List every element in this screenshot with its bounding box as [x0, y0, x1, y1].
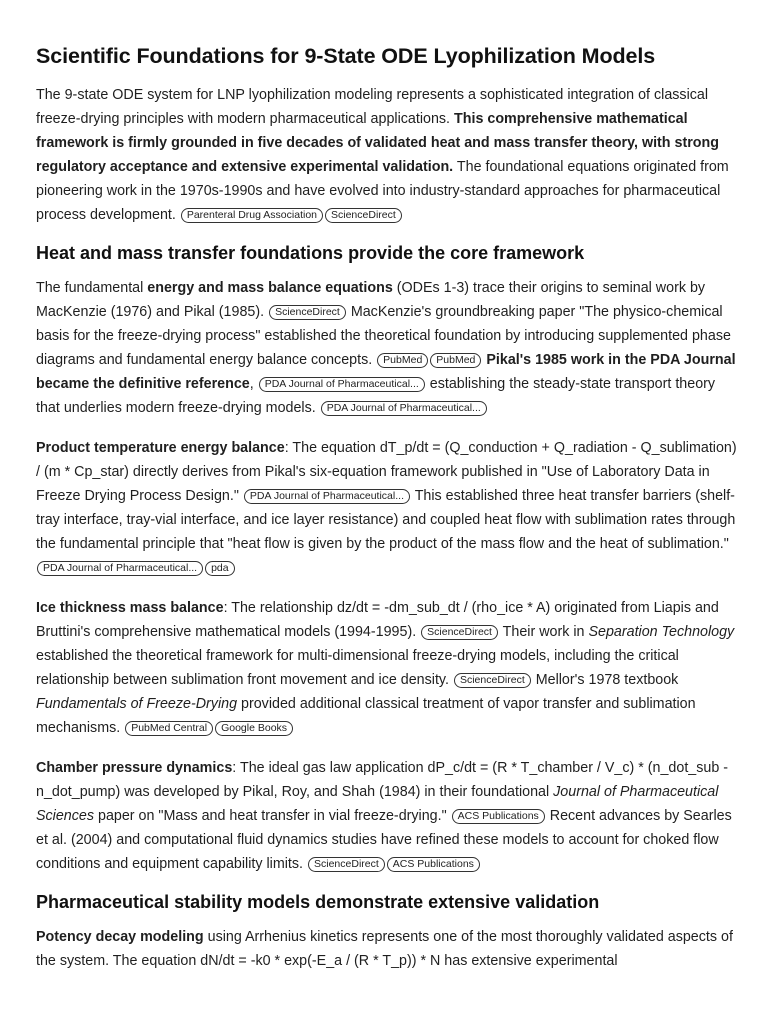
text: establishing the steady-state transport theory that underlies modern freeze-drying models.	[36, 376, 716, 416]
citation-chip[interactable]: ScienceDirect	[421, 625, 498, 640]
section-heading: Heat and mass transfer foundations provide the core framework	[36, 243, 585, 263]
citation-chip[interactable]: ScienceDirect	[454, 673, 531, 688]
bold-text: energy and mass balance equations	[147, 280, 393, 296]
bold-text: Ice thickness mass balance	[36, 600, 224, 616]
text: provided additional classical treatment of vapor transfer and sublimation mechanisms.	[36, 696, 696, 736]
text: The foundational equations originated from pioneering work in the 1970s-1990s and have evolved into industry-standard approaches for pharmaceutical process development.	[36, 159, 729, 223]
paragraph-potency-decay	[36, 925, 738, 973]
text: This established three heat transfer barriers (shelf-tray interface, tray-vial interface, and ice layer resistance) and coupled heat flow with sublimation rates through the fundamental principle that "heat flow is given by the product of the mass flow and the heat of sublimation."	[36, 488, 736, 552]
citation-chip[interactable]: PubMed	[377, 353, 428, 368]
citation-chip[interactable]: PDA Journal of Pharmaceutical...	[259, 377, 425, 392]
text: paper on "Mass and heat transfer in vial freeze-drying."	[94, 808, 451, 824]
citation-chip[interactable]: PubMed Central	[125, 721, 213, 736]
citation-chip[interactable]: PDA Journal of Pharmaceutical...	[244, 489, 410, 504]
bold-text: This comprehensive mathematical framework is firmly grounded in five decades of validated heat and mass transfer theory, with strong regulatory acceptance and extensive experimental validation.	[36, 111, 719, 175]
citation-chip[interactable]: Google Books	[215, 721, 293, 736]
citation-chip[interactable]: pda	[205, 561, 235, 576]
bold-text: Chamber pressure dynamics	[36, 760, 233, 776]
text: Recent advances by Searles et al. (2004) and computational fluid dynamics studies have refined these models to account for choked flow conditions and equipment capability limits.	[36, 808, 732, 872]
paragraph-ice-thickness	[36, 596, 738, 740]
citation-chip[interactable]: PubMed	[430, 353, 481, 368]
text: MacKenzie's groundbreaking paper "The physico-chemical basis for the freeze-drying process" established the theoretical foundation by introducing supplemented phase diagrams and fundamental energy balance concepts.	[36, 304, 731, 368]
italic-text: Fundamentals of Freeze-Drying	[36, 696, 238, 712]
page-title: Scientific Foundations for 9-State ODE Lyophilization Models	[36, 44, 656, 68]
text: : The equation dT_p/dt = (Q_conduction + Q_radiation - Q_sublimation) / (m * Cp_star) directly derives from Pikal's six-equation framework published in "Use of Laboratory Data in Freeze Drying Process Design."	[36, 440, 737, 504]
italic-text: Separation Technology	[588, 624, 735, 640]
italic-text: Journal of Pharmaceutical Sciences	[36, 784, 719, 824]
paragraph-product-temperature	[36, 436, 738, 580]
section-heading: Pharmaceutical stability models demonstrate extensive validation	[36, 892, 600, 912]
citation-chip[interactable]: ScienceDirect	[325, 208, 402, 223]
text: : The ideal gas law application dP_c/dt = (R * T_chamber / V_c) * (n_dot_sub - n_dot_pump) was developed by Pikal, Roy, and Shah (1984) in their foundational	[36, 760, 729, 800]
citation-chip[interactable]: Parenteral Drug Association	[181, 208, 323, 223]
text: ,	[249, 376, 258, 392]
paragraph-energy-mass-balance	[36, 276, 738, 420]
bold-text: Pikal's 1985 work in the PDA Journal became the definitive reference	[36, 352, 736, 392]
citation-chip[interactable]: PDA Journal of Pharmaceutical...	[37, 561, 203, 576]
bold-text: Potency decay modeling	[36, 929, 204, 945]
text: (ODEs 1-3) trace their origins to seminal work by MacKenzie (1976) and Pikal (1985).	[36, 280, 706, 320]
citation-chip[interactable]: ACS Publications	[387, 857, 480, 872]
text: established the theoretical framework for multi-dimensional freeze-drying models, including the critical relationship between sublimation front movement and ice density.	[36, 648, 679, 688]
text: : The relationship dz/dt = -dm_sub_dt / (rho_ice * A) originated from Liapis and Bruttini's comprehensive mathematical models (1994-1995).	[36, 600, 719, 640]
citation-chip[interactable]: PDA Journal of Pharmaceutical...	[321, 401, 487, 416]
text: Mellor's 1978 textbook	[531, 672, 679, 688]
text: The 9-state ODE system for LNP lyophilization modeling represents a sophisticated integration of classical freeze-drying principles with modern pharmaceutical applications.	[36, 87, 709, 127]
text: using Arrhenius kinetics represents one of the most thoroughly validated aspects of the system. The equation dN/dt = -k0 * exp(-E_a / (R * T_p)) * N has extensive experimental	[36, 929, 733, 969]
intro-paragraph	[36, 83, 738, 227]
citation-chip[interactable]: ScienceDirect	[269, 305, 346, 320]
paragraph-chamber-pressure	[36, 756, 738, 876]
text: Their work in	[498, 624, 589, 640]
citation-chip[interactable]: ACS Publications	[452, 809, 545, 824]
bold-text: Product temperature energy balance	[36, 440, 285, 456]
text: The fundamental	[36, 280, 148, 296]
citation-chip[interactable]: ScienceDirect	[308, 857, 385, 872]
